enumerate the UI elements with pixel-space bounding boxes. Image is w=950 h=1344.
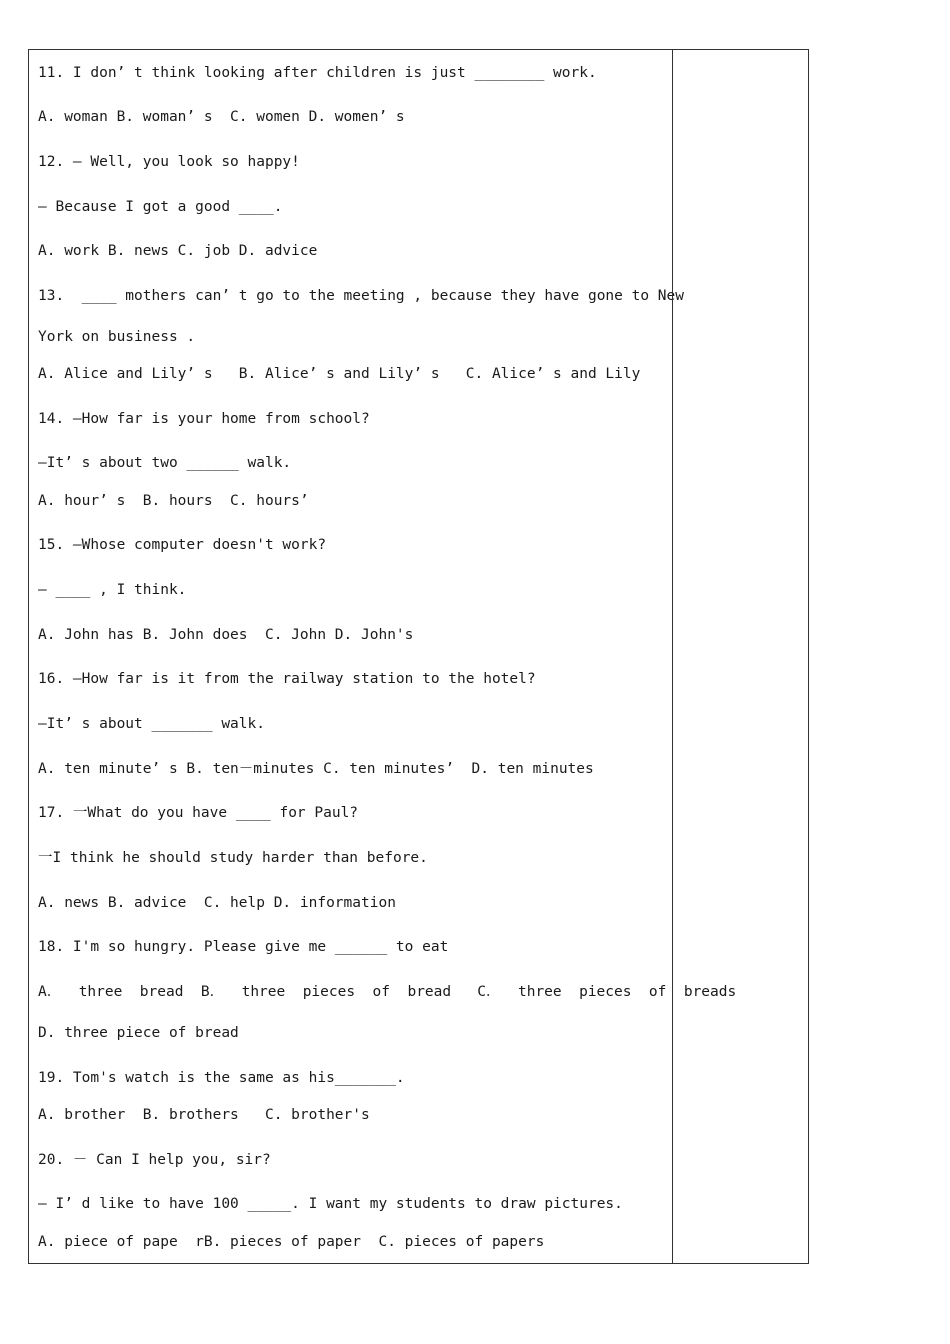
question-15-options: A. John has B. John does C. John D. John's: [38, 627, 414, 643]
question-16: 16. —How far is it from the railway station to the hotel?: [38, 671, 536, 687]
question-11: 11. I don’ t think looking after children is just ________ work.: [38, 65, 597, 81]
question-12-options: A. work B. news C. job D. advice: [38, 243, 318, 259]
question-17: 17. 一What do you have ____ for Paul?: [38, 805, 359, 821]
question-12: 12. — Well, you look so happy!: [38, 154, 300, 170]
question-18-options-continued: D. three piece of bread: [38, 1025, 239, 1041]
question-17-reply: 一I think he should study harder than before.: [38, 850, 428, 866]
question-13-options: A. Alice and Lily’ s B. Alice’ s and Lily’ s C. Alice’ s and Lily: [38, 366, 641, 382]
question-19-options: A. brother B. brothers C. brother's: [38, 1107, 370, 1123]
question-20: 20. － Can I help you, sir?: [38, 1152, 271, 1168]
question-14-reply: —It’ s about two ______ walk.: [38, 455, 292, 471]
question-16-options: A. ten minute’ s B. ten－minutes C. ten minutes’ D. ten minutes: [38, 761, 594, 777]
question-18-options: A． three bread B． three pieces of bread C． three pieces of breads: [38, 984, 737, 1000]
question-20-reply: — I’ d like to have 100 _____. I want my students to draw pictures.: [38, 1196, 623, 1212]
question-15-reply: — ____ , I think.: [38, 582, 187, 598]
question-14-options: A. hour’ s B. hours C. hours’: [38, 493, 309, 509]
question-16-reply: —It’ s about _______ walk.: [38, 716, 265, 732]
question-15: 15. —Whose computer doesn't work?: [38, 537, 327, 553]
question-18: 18. I'm so hungry. Please give me ______ to eat: [38, 939, 449, 955]
question-20-options: A. piece of pape rB. pieces of paper C. pieces of papers: [38, 1234, 545, 1250]
questions-column: [29, 50, 737, 1263]
question-13-continued: York on business .: [38, 329, 196, 345]
question-12-reply: — Because I got a good ____.: [38, 199, 283, 215]
question-11-options: A. woman B. woman’ s C. women D. women’ s: [38, 109, 405, 125]
question-14: 14. —How far is your home from school?: [38, 411, 370, 427]
question-19: 19. Tom's watch is the same as his_______.: [38, 1070, 405, 1086]
question-13: 13. ____ mothers can’ t go to the meeting , because they have gone to New: [38, 288, 685, 304]
worksheet-table: [28, 49, 809, 1264]
question-17-options: A. news B. advice C. help D. information: [38, 895, 396, 911]
notes-column: [673, 50, 808, 1263]
